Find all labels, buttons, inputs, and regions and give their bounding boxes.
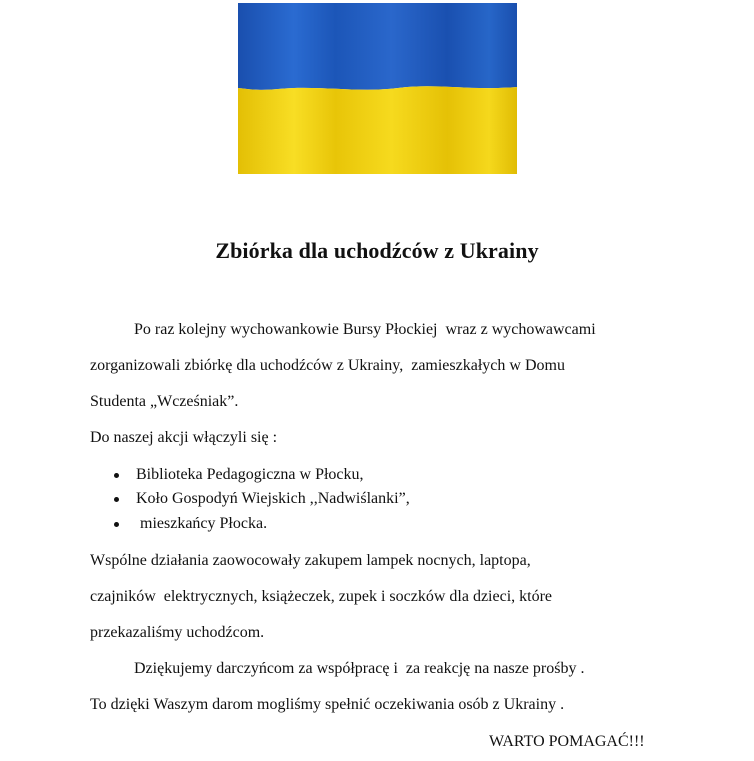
paragraph2-line-3: przekazaliśmy uchodźcom. [90,624,265,641]
paragraph1-line-3: Studenta „Wcześniak”. [90,393,239,410]
list-intro: Do naszej akcji włączyli się : [90,429,278,446]
bullet-icon [114,497,119,502]
paragraph1-line-1: Po raz kolejny wychowankowie Bursy Płockiej wraz z wychowawcami [134,321,596,338]
paragraph1-line-2: zorganizowali zbiórkę dla uchodźców z Ukrainy, zamieszkałych w Domu [90,357,565,374]
closing-text: WARTO POMAGAĆ!!! [489,733,645,750]
flag-graphic [238,3,517,174]
paragraph3-line-2: To dzięki Waszym darom mogliśmy spełnić oczekiwania osób z Ukrainy . [90,696,565,713]
ukraine-flag-image [238,3,517,174]
list-item-label: Koło Gospodyń Wiejskich ,,Nadwiślanki”, [136,490,410,507]
paragraph2-line-2: czajników elektrycznych, książeczek, zupek i soczków dla dzieci, które [90,588,553,605]
paragraph2-line-1: Wspólne działania zaowocowały zakupem lampek nocnych, laptopa, [90,552,531,569]
list-item-label: mieszkańcy Płocka. [136,515,268,532]
paragraph3-line-1: Dziękujemy darczyńcom za współpracę i za reakcję na nasze prośby . [134,660,585,677]
page-title: Zbiórka dla uchodźców z Ukrainy [215,238,539,263]
bullet-icon [114,473,119,478]
list-item-label: Biblioteka Pedagogiczna w Płocku, [136,466,364,483]
bullet-icon [114,522,119,527]
